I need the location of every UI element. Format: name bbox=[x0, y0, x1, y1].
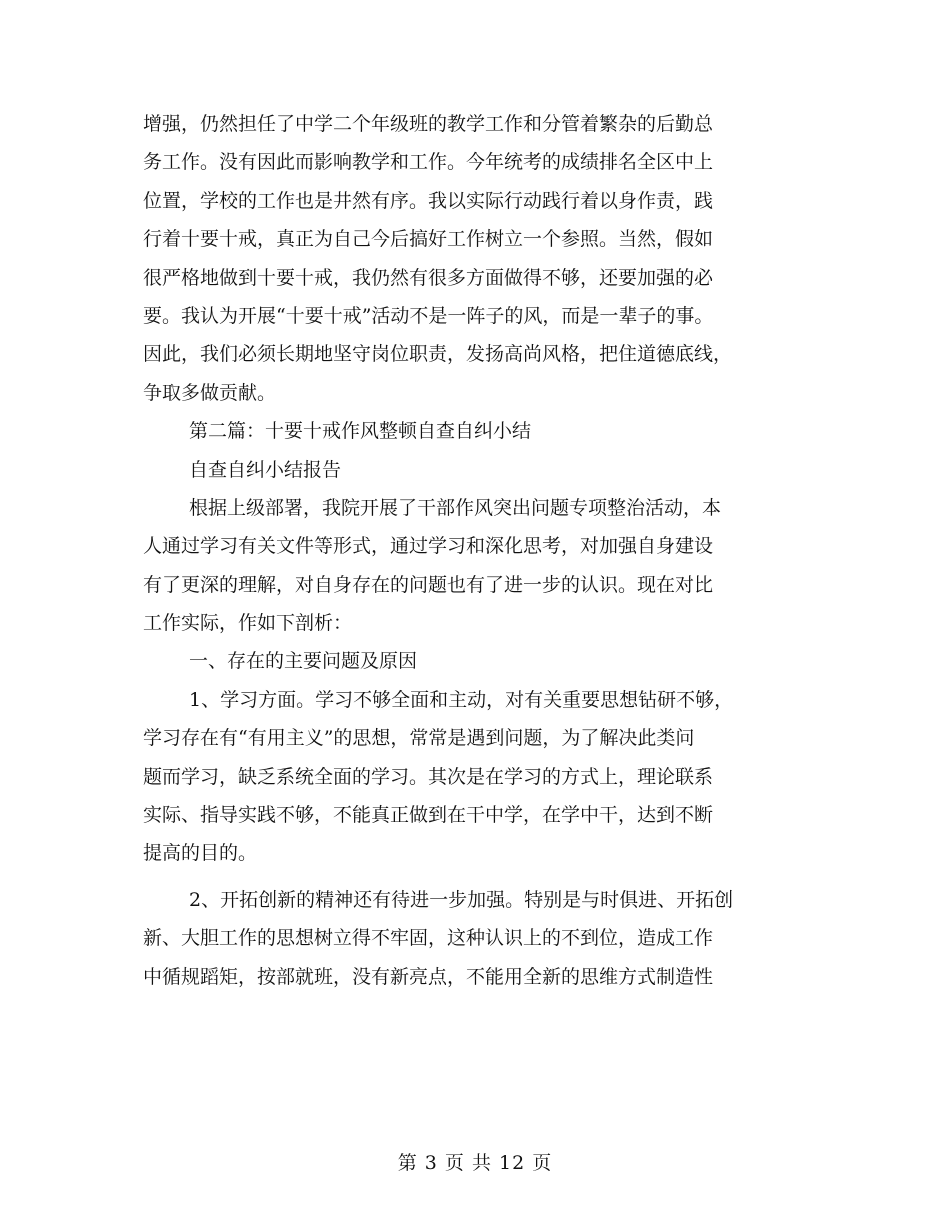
text-line: 实际、指导实践不够，不能真正做到在干中学，在学中干，达到不断 bbox=[143, 804, 714, 827]
text-line: 增强，仍然担任了中学二个年级班的教学工作和分管着繁杂的后勤总 bbox=[143, 113, 714, 135]
text-line: 行着十要十戒，真正为自己今后搞好工作树立一个参照。当然，假如 bbox=[143, 228, 714, 251]
text-line: 题而学习，缺乏系统全面的学习。其次是在学习的方式上，理论联系 bbox=[143, 765, 714, 788]
text-line: 有了更深的理解，对自身存在的问题也有了进一步的认识。现在对比 bbox=[143, 573, 714, 596]
page-footer: 第 3 页 共 12 页 bbox=[397, 1152, 553, 1174]
text-line: 位置，学校的工作也是井然有序。我以实际行动践行着以身作责，践 bbox=[143, 189, 714, 212]
text-line: 第二篇：十要十戒作风整顿自查自纠小结 bbox=[189, 420, 532, 443]
text-line: 自查自纠小结报告 bbox=[189, 458, 342, 481]
text-line: 因此，我们必须长期地坚守岗位职责，发扬高尚风格，把住道德底线， bbox=[143, 343, 733, 366]
text-line: 要。我认为开展“十要十戒”活动不是一阵子的风，而是一辈子的事。 bbox=[143, 304, 714, 327]
text-line: 中循规蹈矩，按部就班，没有新亮点，不能用全新的思维方式制造性 bbox=[143, 965, 714, 988]
text-line: 很严格地做到十要十戒，我仍然有很多方面做得不够，还要加强的必 bbox=[143, 266, 714, 289]
text-line: 根据上级部署，我院开展了干部作风突出问题专项整治活动，本 bbox=[189, 496, 722, 519]
text-line: 务工作。没有因此而影响教学和工作。今年统考的成绩排名全区中上 bbox=[143, 151, 714, 174]
text-line: 一、存在的主要问题及原因 bbox=[189, 650, 418, 673]
text-line: 人通过学习有关文件等形式，通过学习和深化思考，对加强自身建设 bbox=[143, 535, 714, 558]
text-line: 2、开拓创新的精神还有待进一步加强。特别是与时俱进、开拓创 bbox=[189, 888, 734, 911]
document-body bbox=[143, 105, 809, 996]
text-line: 争取多做贡献。 bbox=[143, 381, 277, 404]
text-line: 学习存在有“有用主义”的思想，常常是遇到问题，为了解决此类问 bbox=[143, 727, 695, 750]
text-line: 提高的目的。 bbox=[143, 842, 258, 865]
text-line: 工作实际，作如下剖析： bbox=[143, 612, 353, 635]
text-line: 新、大胆工作的思想树立得不牢固，这种认识上的不到位，造成工作 bbox=[143, 927, 714, 950]
text-line: 1、学习方面。学习不够全面和主动，对有关重要思想钻研不够， bbox=[189, 688, 734, 711]
